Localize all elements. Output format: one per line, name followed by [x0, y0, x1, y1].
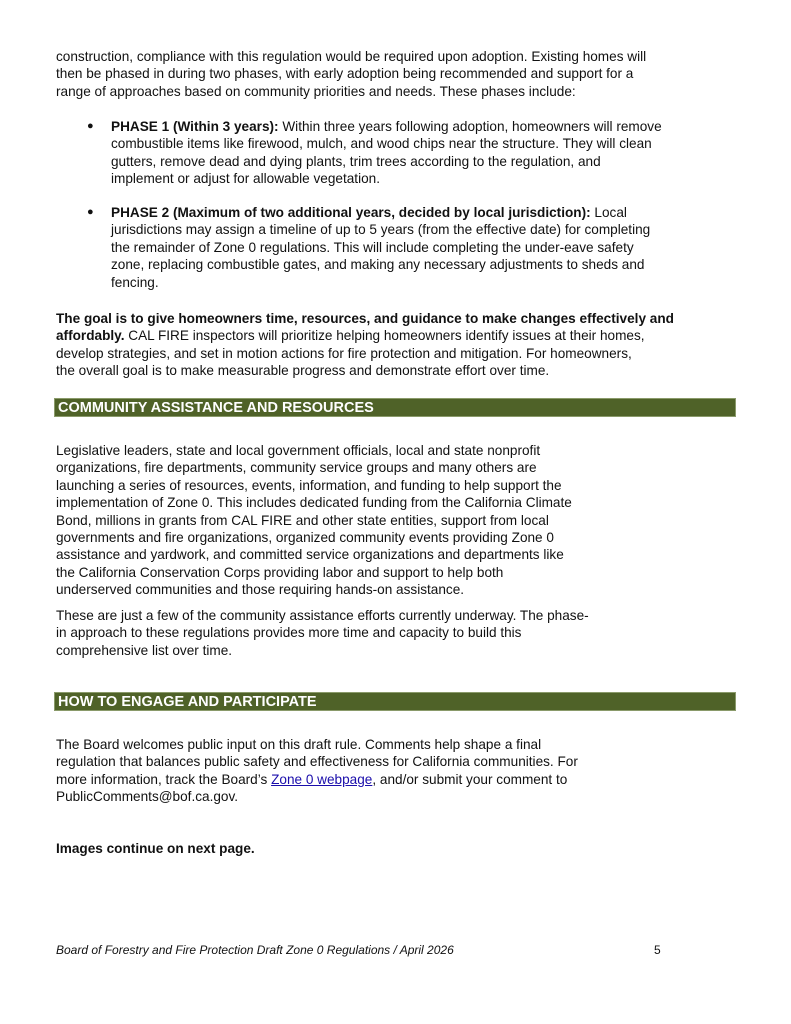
text-line: The goal is to give homeowners time, resources, and guidance to make changes effectively and	[56, 311, 674, 326]
text-line: affordably.	[56, 328, 125, 344]
text-line: assistance and yardwork, and committed service organizations and departments like	[56, 547, 564, 563]
phase2-label: PHASE 2 (Maximum of two additional years, decided by local jurisdiction):	[111, 205, 591, 220]
text-line: implementation of Zone 0. This includes dedicated funding from the California Climate	[56, 495, 572, 511]
text-line: more information, track the Board’s	[56, 771, 272, 787]
phase1-bullet	[87, 118, 751, 188]
text-line: regulation that balances public safety and effectiveness for California communities. For	[56, 754, 578, 770]
bullet-icon: ●	[87, 120, 94, 132]
phase1-label: PHASE 1 (Within 3 years):	[111, 119, 279, 134]
images-note	[56, 840, 746, 857]
text-line: then be phased in during two phases, with early adoption being recommended and support for a	[56, 66, 634, 82]
text-line: jurisdictions may assign a timeline of up to 5 years (from the effective date) for completing	[111, 222, 651, 238]
text-line: the overall goal is to make measurable progress and demonstrate effort over time.	[56, 363, 550, 379]
text-line: organizations, fire departments, community service groups and many others are	[56, 460, 537, 476]
text-line: underserved communities and those requiring hands-on assistance.	[56, 582, 465, 598]
text-line: the remainder of Zone 0 regulations. This will include completing the under-eave safety	[111, 239, 634, 255]
page-number: 5	[654, 943, 661, 957]
text-line: launching a series of resources, events, information, and funding to help support the	[56, 477, 562, 493]
text-line: Local	[590, 205, 627, 220]
intro-paragraph	[56, 48, 746, 100]
zone0-webpage-link[interactable]: Zone 0 webpage	[271, 771, 373, 787]
engage-paragraph	[56, 736, 746, 806]
text-line: implement or adjust for allowable vegetation.	[111, 171, 381, 187]
text-line: range of approaches based on community priorities and needs. These phases include:	[56, 83, 576, 99]
text-line: gutters, remove dead and dying plants, trim trees according to the regulation, and	[111, 153, 601, 169]
text-line: in approach to these regulations provides more time and capacity to build this	[56, 625, 522, 641]
community-paragraph-1	[56, 442, 746, 599]
text-line: the California Conservation Corps providing labor and support to help both	[56, 564, 504, 580]
footer-text: Board of Forestry and Fire Protection Draft Zone 0 Regulations / April 2026	[56, 943, 454, 957]
text-line: governments and fire organizations, organized community events providing Zone 0	[56, 530, 554, 546]
text-line: , and/or submit your comment to	[372, 771, 568, 787]
text-line: These are just a few of the community assistance efforts currently underway. The phase-	[56, 608, 589, 623]
email-text: PublicComments@bof.ca.gov.	[56, 789, 239, 805]
section-heading-engage: HOW TO ENGAGE AND PARTICIPATE	[54, 692, 736, 711]
phase2-bullet	[87, 204, 751, 291]
text-line: zone, replacing combustible gates, and making any necessary adjustments to sheds and	[111, 257, 645, 273]
bullet-icon: ●	[87, 206, 94, 218]
text-line: comprehensive list over time.	[56, 642, 233, 658]
text-line: combustible items like firewood, mulch, and wood chips near the structure. They will clean	[111, 136, 652, 152]
goal-paragraph	[56, 310, 746, 380]
text-line: The Board welcomes public input on this draft rule. Comments help shape a final	[56, 737, 542, 752]
community-paragraph-2	[56, 607, 746, 659]
text-line: develop strategies, and set in motion actions for fire protection and mitigation. For homeowners,	[56, 345, 632, 361]
text-line: CAL FIRE inspectors will prioritize helping homeowners identify issues at their homes,	[124, 328, 645, 344]
text-line: Bond, millions in grants from CAL FIRE and other state entities, support from local	[56, 512, 549, 528]
section-heading-community: COMMUNITY ASSISTANCE AND RESOURCES	[54, 398, 736, 417]
text-line: Legislative leaders, state and local government officials, local and state nonprofit	[56, 443, 541, 458]
images-note-text: Images continue on next page.	[56, 841, 255, 856]
text-line: construction, compliance with this regulation would be required upon adoption. Existing homes will	[56, 49, 647, 64]
text-line: Within three years following adoption, homeowners will remove	[278, 119, 662, 134]
text-line: fencing.	[111, 274, 159, 290]
